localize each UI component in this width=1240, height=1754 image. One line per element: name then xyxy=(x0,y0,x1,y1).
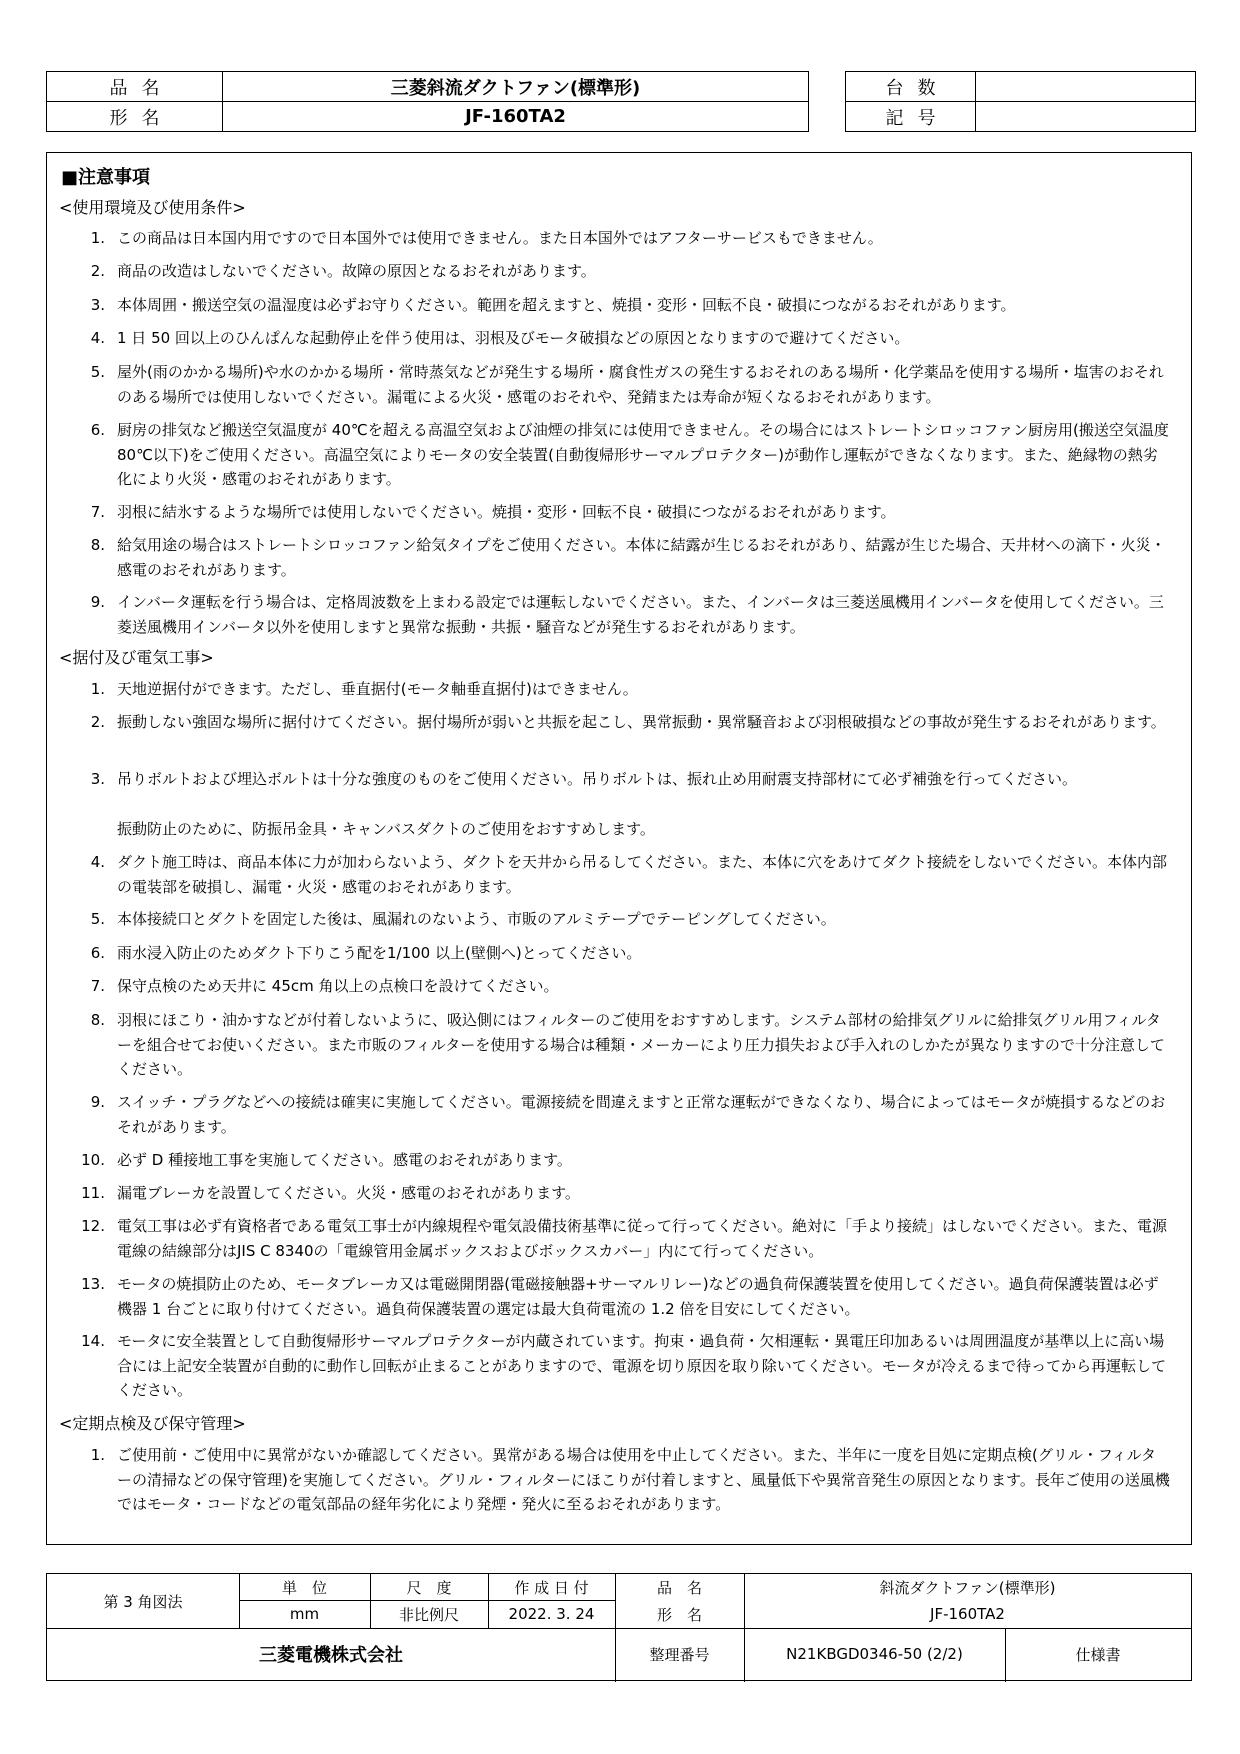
item-text: 1 日 50 回以上のひんぱんな起動停止を伴う使用は、羽根及びモータ破損などの原因となりますので避けてください。 xyxy=(117,329,910,347)
item-number: 9. xyxy=(90,1093,105,1111)
item-number: 4. xyxy=(90,853,105,871)
item-number: 4. xyxy=(90,329,105,347)
item-number: 11. xyxy=(81,1184,105,1202)
product-header-table xyxy=(46,71,809,132)
footer-model-value: JF-160TA2 xyxy=(930,1605,1005,1623)
item-text: 本体接続口とダクトを固定した後は、風漏れのないよう、市販のアルミテープでテーピングしてください。 xyxy=(117,910,836,928)
item-text: 雨水浸入防止のためダクト下りこう配を1/100 以上(壁側へ)とってください。 xyxy=(117,944,642,962)
notes-title: ■注意事項 xyxy=(61,167,151,188)
footer-name-value: 斜流ダクトファン(標準形) xyxy=(879,1578,1056,1597)
item-number: 6. xyxy=(90,421,105,439)
document-type: 仕様書 xyxy=(1075,1645,1121,1664)
item-number: 7. xyxy=(90,503,105,521)
reference-number: N21KBGD0346-50 (2/2) xyxy=(786,1645,963,1663)
item-number: 9. xyxy=(90,593,105,611)
reference-label: 整理番号 xyxy=(649,1645,710,1664)
item-text: ご使用前・ご使用中に異常がないか確認してください。異常がある場合は使用を中止してください。また、半年に一度を目処に定期点検(グリル・フィルターの清掃などの保守管理)を実施してください。グリル・フィルターにほこりが付着しますと、風量低下や異常音発生の原因となります。長年ご使用の送風機ではモータ・コードなどの電気部品の経年劣化により発煙・発火に至るおそれがあります。 xyxy=(117,1446,1170,1513)
item-text: モータに安全装置として自動復帰形サーマルプロテクターが内蔵されています。拘束・過負荷・欠相運転・異電圧印加あるいは周囲温度が基準以上に高い場合には上記安全装置が自動的に動作し回転が止まることがありますので、電源を切り原因を取り除いてください。モータが冷えるまで待ってから再運転してください。 xyxy=(117,1332,1167,1399)
item-text: インバータ運転を行う場合は、定格周波数を上まわる設定では運転しないでください。また、インバータは三菱送風機用インバータを使用してください。三菱送風機用インバータ以外を使用しますと異常な振動・共振・騒音などが発生するおそれがあります。 xyxy=(117,593,1164,636)
item-number: 6. xyxy=(90,944,105,962)
item-text: この商品は日本国内用ですので日本国外では使用できません。また日本国外ではアフターサービスもできません。 xyxy=(117,229,883,247)
item-number: 2. xyxy=(90,713,105,731)
model-value: JF-160TA2 xyxy=(223,102,809,132)
section-heading-usage: <使用環境及び使用条件> xyxy=(59,198,246,217)
item-number: 8. xyxy=(90,1011,105,1029)
date-value: 2022. 3. 24 xyxy=(508,1605,595,1623)
unit-label: 単 位 xyxy=(281,1578,327,1597)
item-text: スイッチ・プラグなどへの接続は確実に実施してください。電源接続を間違えますと正常な運転ができなくなり、場合によってはモータが焼損するなどのおそれがあります。 xyxy=(117,1093,1166,1136)
item-text: 商品の改造はしないでください。故障の原因となるおそれがあります。 xyxy=(117,262,596,280)
company-name: 三菱電機株式会社 xyxy=(259,1645,403,1666)
section-heading-maintenance: <定期点検及び保守管理> xyxy=(59,1414,246,1433)
model-label: 形名 xyxy=(47,102,223,132)
item-text: 必ず D 種接地工事を実施してください。感電のおそれがあります。 xyxy=(117,1151,572,1169)
item-number: 2. xyxy=(90,262,105,280)
item-text: 羽根に結氷するような場所では使用しないでください。焼損・変形・回転不良・破損につながるおそれがあります。 xyxy=(117,503,896,521)
item-number: 1. xyxy=(90,229,105,247)
item-number: 3. xyxy=(90,296,105,314)
date-label: 作 成 日 付 xyxy=(514,1578,589,1597)
item-number: 1. xyxy=(90,1446,105,1464)
item-text: ダクト施工時は、商品本体に力が加わらないよう、ダクトを天井から吊るしてください。また、本体に穴をあけてダクト接続をしないでください。本体内部の電装部を破損し、漏電・火災・感電のおそれがあります。 xyxy=(117,853,1168,896)
notes-box xyxy=(46,152,1192,1545)
quantity-label: 台数 xyxy=(846,72,976,102)
item-number: 1. xyxy=(90,680,105,698)
item-number: 14. xyxy=(81,1332,105,1350)
item-number: 5. xyxy=(90,363,105,381)
item-text: 給気用途の場合はストレートシロッコファン給気タイプをご使用ください。本体に結露が生じるおそれがあり、結露が生じた場合、天井材への滴下・火災・感電のおそれがあります。 xyxy=(117,536,1166,579)
title-block xyxy=(46,1573,1192,1681)
footer-model-label: 形 名 xyxy=(656,1605,702,1624)
scale-label: 尺 度 xyxy=(406,1578,452,1597)
scale-value: 非比例尺 xyxy=(398,1605,459,1624)
item-text: 本体周囲・搬送空気の温湿度は必ずお守りください。範囲を超えますと、焼損・変形・回転不良・破損につながるおそれがあります。 xyxy=(117,296,1016,314)
item-number: 10. xyxy=(81,1151,105,1169)
item-text-extra: 振動防止のために、防振吊金具・キャンバスダクトのご使用をおすすめします。 xyxy=(117,820,655,838)
item-text: 電気工事は必ず有資格者である電気工事士が内線規程や電気設備技術基準に従って行ってください。絶対に「手より接続」はしないでください。また、電源電線の結線部分はJIS C 8340の「電線管用金属ボックスおよびボックスカバー」内にて行ってください。 xyxy=(117,1217,1168,1260)
item-text: 吊りボルトおよび埋込ボルトは十分な強度のものをご使用ください。吊りボルトは、振れ止め用耐震支持部材にて必ず補強を行ってください。 xyxy=(117,770,1078,788)
item-text: 羽根にほこり・油かすなどが付着しないように、吸込側にはフィルターのご使用をおすすめします。システム部材の給排気グリルに給排気グリル用フィルターを組合せてお使いください。また市販のフィルターを使用する場合は種類・メーカーにより圧力損失および手入れのしかたが異なりますので十分注意してください。 xyxy=(117,1011,1165,1078)
footer-name-label: 品 名 xyxy=(656,1578,702,1597)
item-text: 屋外(雨のかかる場所)や水のかかる場所・常時蒸気などが発生する場所・腐食性ガスの発生するおそれのある場所・化学薬品を使用する場所・塩害のおそれのある場所では使用しないでください。漏電による火災・感電のおそれや、発錆または寿命が短くなるおそれがあります。 xyxy=(117,363,1164,406)
item-text: 厨房の排気など搬送空気温度が 40℃を超える高温空気および油煙の排気には使用できません。その場合にはストレートシロッコファン厨房用(搬送空気温度 80℃以下)をご使用ください。高温空気によりモータの安全装置(自動復帰形サーマルプロテクター)が動作し運転ができなくなります。また、絶縁物の熱劣化により火災・感電のおそれがあります。 xyxy=(117,421,1169,488)
unit-value: mm xyxy=(289,1605,320,1623)
product-name-value: 三菱斜流ダクトファン(標準形) xyxy=(223,72,809,102)
item-number: 5. xyxy=(90,910,105,928)
projection-method: 第 3 角図法 xyxy=(103,1592,183,1611)
item-number: 3. xyxy=(90,770,105,788)
quantity-value xyxy=(976,72,1196,102)
symbol-value xyxy=(976,102,1196,132)
symbol-label: 記号 xyxy=(846,102,976,132)
item-text: 振動しない強固な場所に据付けてください。据付場所が弱いと共振を起こし、異常振動・異常騒音および羽根破損などの事故が発生するおそれがあります。 xyxy=(117,713,1166,731)
item-text: 天地逆据付ができます。ただし、垂直据付(モータ軸垂直据付)はできません。 xyxy=(117,680,638,698)
product-name-label: 品名 xyxy=(47,72,223,102)
section-heading-installation: <据付及び電気工事> xyxy=(59,648,214,667)
item-number: 13. xyxy=(81,1275,105,1293)
item-text: 漏電ブレーカを設置してください。火災・感電のおそれがあります。 xyxy=(117,1184,580,1202)
quantity-header-table xyxy=(845,71,1196,132)
item-number: 8. xyxy=(90,536,105,554)
item-number: 7. xyxy=(90,977,105,995)
item-text: モータの焼損防止のため、モータブレーカ又は電磁開閉器(電磁接触器+サーマルリレー)などの過負荷保護装置を使用してください。過負荷保護装置は必ず機器 1 台ごとに取り付けてください。過負荷保護装置の選定は最大負荷電流の 1.2 倍を目安にしてください。 xyxy=(117,1275,1159,1318)
item-number: 12. xyxy=(81,1217,105,1235)
item-text: 保守点検のため天井に 45cm 角以上の点検口を設けてください。 xyxy=(117,977,559,995)
